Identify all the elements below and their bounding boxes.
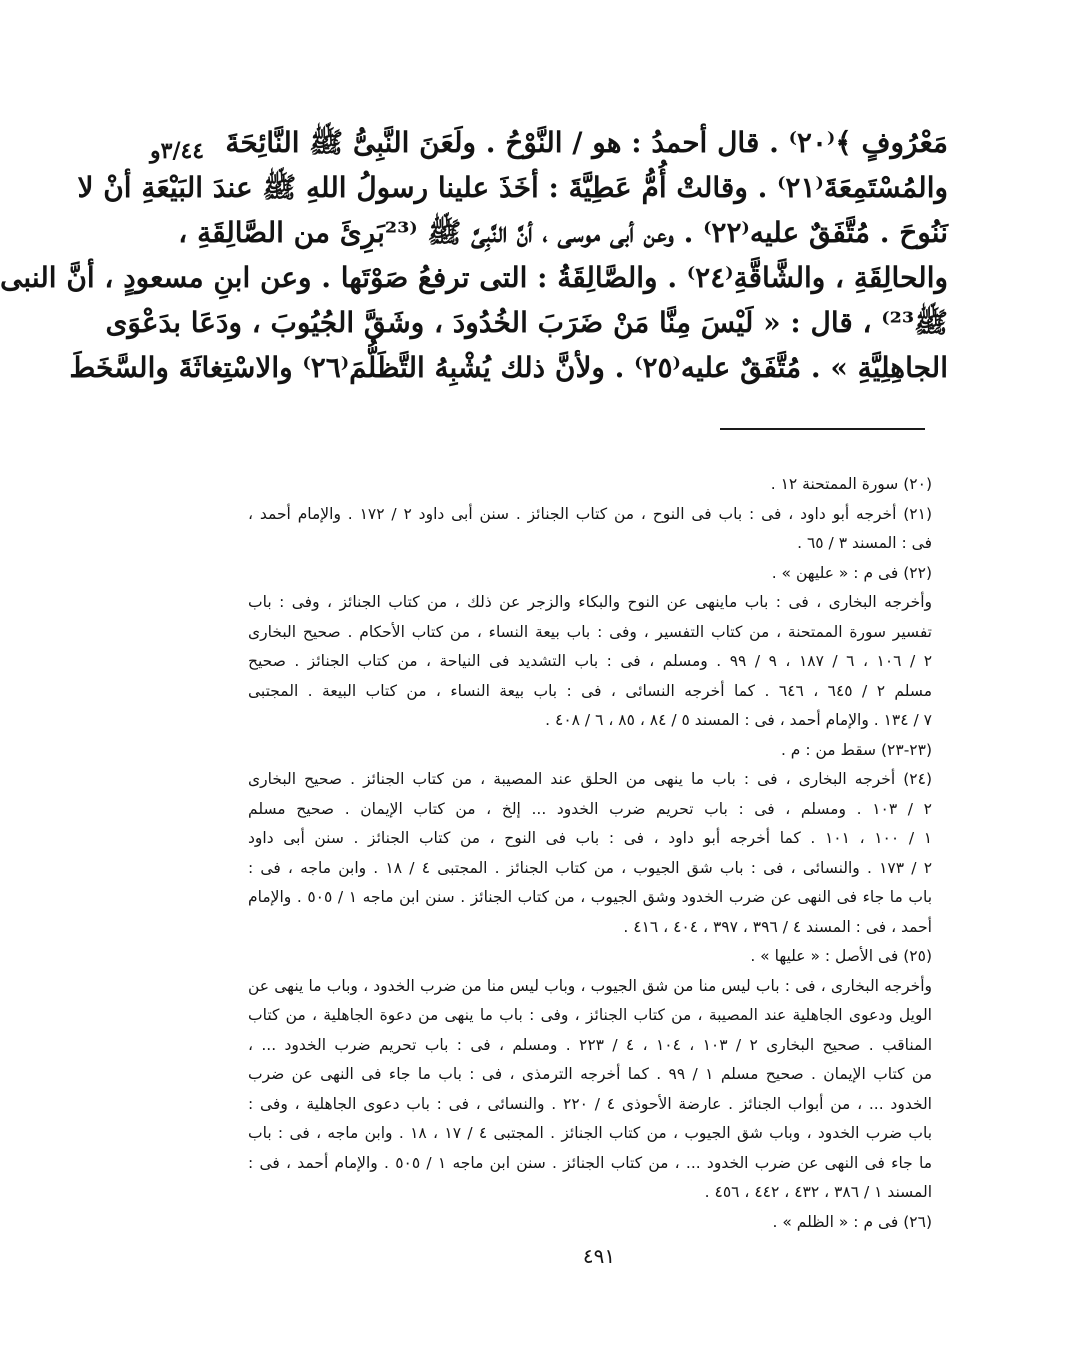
footnote-line: وأخرجه البخارى ، فى : باب ليس منا من شق الجيوب ، وباب ليس منا من ضرب الخدود ، وباب ما ينهى عن bbox=[248, 976, 932, 995]
footnote-line: ٢ / ١٠٦ ، ٦ / ١٨٧ ، ٩ / ٩٩ . ومسلم ، فى : باب التشديد فى النياحة ، من كتاب الجنائز . صحيح bbox=[248, 652, 933, 670]
footnote-line: ٧ / ١٣٤ . والإمام أحمد ، فى : المسند ٥ / ٨٤ ، ٨٥ ، ٦ / ٤٠٨ . bbox=[545, 711, 932, 729]
footnote-line: من كتاب الإيمان . صحيح مسلم ١ / ٩٩ . كما أخرجه الترمذى ، فى : باب ما جاء فى النهى عن ضرب bbox=[248, 1065, 932, 1083]
footnote-line: (٢٠) سورة الممتحنة ١٢ . bbox=[770, 475, 932, 493]
footnote-line: المناقب . صحيح البخارى ٢ / ١٠٣ ، ١٠٤ ، ٤ / ٢٢٣ . ومسلم ، فى : باب تحريم ضرب الخدود ... ، bbox=[248, 1035, 933, 1054]
footnote-line: مسلم ٢ / ٦٤٥ ، ٦٤٦ . كما أخرجه النسائى ، فى : باب بيعة النساء ، من كتاب البيعة . المجتبى bbox=[248, 681, 933, 700]
footnote-line: (٢١) أخرجه أبو داود ، فى : باب فى النوح ، من كتاب الجنائز . سنن أبى داود ٢ / ١٧٢ . والإمام أحمد ، bbox=[248, 504, 932, 523]
footnote-line: وأخرجه البخارى ، فى : باب ماينهى عن النوح والبكاء والزجر عن ذلك ، من كتاب الجنائز ، وفى : باب bbox=[248, 593, 932, 611]
footnote-line: (٢٣-٢٣) سقط من : م . bbox=[780, 740, 932, 759]
footnote-line: (٢٦) فى م : « الظلم » . bbox=[772, 1212, 932, 1231]
footnote-line: المسند ١ / ٣٨٦ ، ٤٣٢ ، ٤٤٢ ، ٤٥٦ . bbox=[704, 1183, 932, 1201]
footnote-line: ما جاء فى النهى عن ضرب الخدود ... ، من كتاب الجنائز . سنن ابن ماجه ١ / ٥٠٥ . والإمام أحمد ، فى : bbox=[248, 1153, 933, 1172]
footnote-line: ٢ / ١٧٣ . والنسائى ، فى : باب شق الجيوب ، من كتاب الجنائز . المجتبى ٤ / ١٨ . وابن ماجه ، فى : bbox=[248, 858, 933, 877]
footnote-line: ٢ / ١٠٣ . ومسلم ، فى : باب تحريم ضرب الخدود ... إلخ ، من كتاب الإيمان . صحيح مسلم bbox=[248, 799, 932, 818]
footnote-line: الخدود ... ، من أبواب الجنائز . عارضة الأحوذى ٤ / ٢٢٠ . والنسائى ، فى : باب دعوى الجاهلية ، وفى : bbox=[248, 1094, 932, 1113]
footnotes-section bbox=[248, 470, 932, 1237]
footnote-line: باب ما جاء فى النهى عن ضرب الخدود وشق الجيوب ، من كتاب الجنائز . سنن ابن ماجه ١ / ٥٠٥ . والإمام bbox=[248, 888, 933, 906]
footnote-line: فى : المسند ٣ / ٦٥ . bbox=[797, 534, 932, 552]
footnote-separator-rule bbox=[720, 428, 925, 430]
footnote-line: (٢٢) فى م : « عليهن » . bbox=[771, 563, 932, 582]
footnote-line: تفسير سورة الممتحنة ، من كتاب التفسير ، وفى : باب بيعة النساء ، من كتاب الأحكام . صحيح البخارى bbox=[248, 622, 932, 641]
manuscript-folio-marker: ٣/٤٤و bbox=[150, 138, 205, 164]
footnote-line: الويل ودعوى الجاهلية عند المصيبة ، من كتاب الجنائز ، وفى : باب ما ينهى من دعوة الجاهلية ، من كتاب bbox=[248, 1006, 932, 1024]
main-text-line: ﷺ²³⁾ ، قال : « لَيْسَ مِنَّا مَنْ ضَرَبَ الخُدُودَ ، وشَقَّ الجُيُوبَ ، ودَعَا بدَعْوَى bbox=[105, 306, 948, 339]
footnote-line: أحمد ، فى : المسند ٤ / ٣٩٦ ، ٣٩٧ ، ٤٠٤ ، ٤١٦ . bbox=[623, 917, 932, 936]
footnote-line: باب ضرب الخدود ، وباب شق الجيوب ، من كتاب الجنائز . المجتبى ٤ / ١٧ ، ١٨ . وابن ماجه ، فى : باب bbox=[248, 1124, 933, 1142]
main-text-line: الجاهِلِيَّةِ » . مُتَّفَقٌ عليه⁽٢٥⁾ . ولأنَّ ذلك يُشْبِهُ التَّظَلُّمَ⁽٢٦⁾ والاسْتِغاثَةَ والسَّخَطَ bbox=[69, 351, 948, 384]
page-number: ٤٩١ bbox=[582, 1244, 616, 1268]
footnote-line: (٢٥) فى الأصل : « عليها » . bbox=[750, 947, 932, 965]
main-text-line: والمُسْتَمِعَةَ⁽٢١⁾ . وقالتْ أُمُّ عَطِيَّةَ : أخَذَ علينا رسولُ اللهِ ﷺ عندَ البَيْعَةِ أنْ لا bbox=[77, 171, 948, 204]
main-text-line: مَعْرُوفٍ ﴾⁽٢٠⁾ . قال أحمدُ : هو / النَّوْحُ . ولَعَنَ النَّبِىُّ ﷺ النَّائِحَةَ bbox=[225, 126, 948, 159]
footnote-line: ١ / ١٠٠ ، ١٠١ . كما أخرجه أبو داود ، فى : باب فى النوح ، من كتاب الجنائز . سنن أبى داود bbox=[248, 829, 933, 847]
main-text-line: نَنُوحَ . مُتَّفَقٌ عليه⁽٢٢⁾ . وعن أبى موسى ، أنَّ النَّبِىَّ ﷺ ⁽²³بَرِئَ من الصَّالِقَةِ ، bbox=[178, 216, 948, 249]
main-text-line: والحالِقَةِ ، والشَّاقَّةِ⁽٢٤⁾ . والصَّالِقَةُ : التى ترفعُ صَوْتَها . وعن ابنِ مسعودٍ ، أنَّ النبى bbox=[0, 261, 948, 294]
footnote-line: (٢٤) أخرجه البخارى ، فى : باب ما ينهى من الحلق عند المصيبة ، من كتاب الجنائز . صحيح البخارى bbox=[248, 770, 932, 788]
